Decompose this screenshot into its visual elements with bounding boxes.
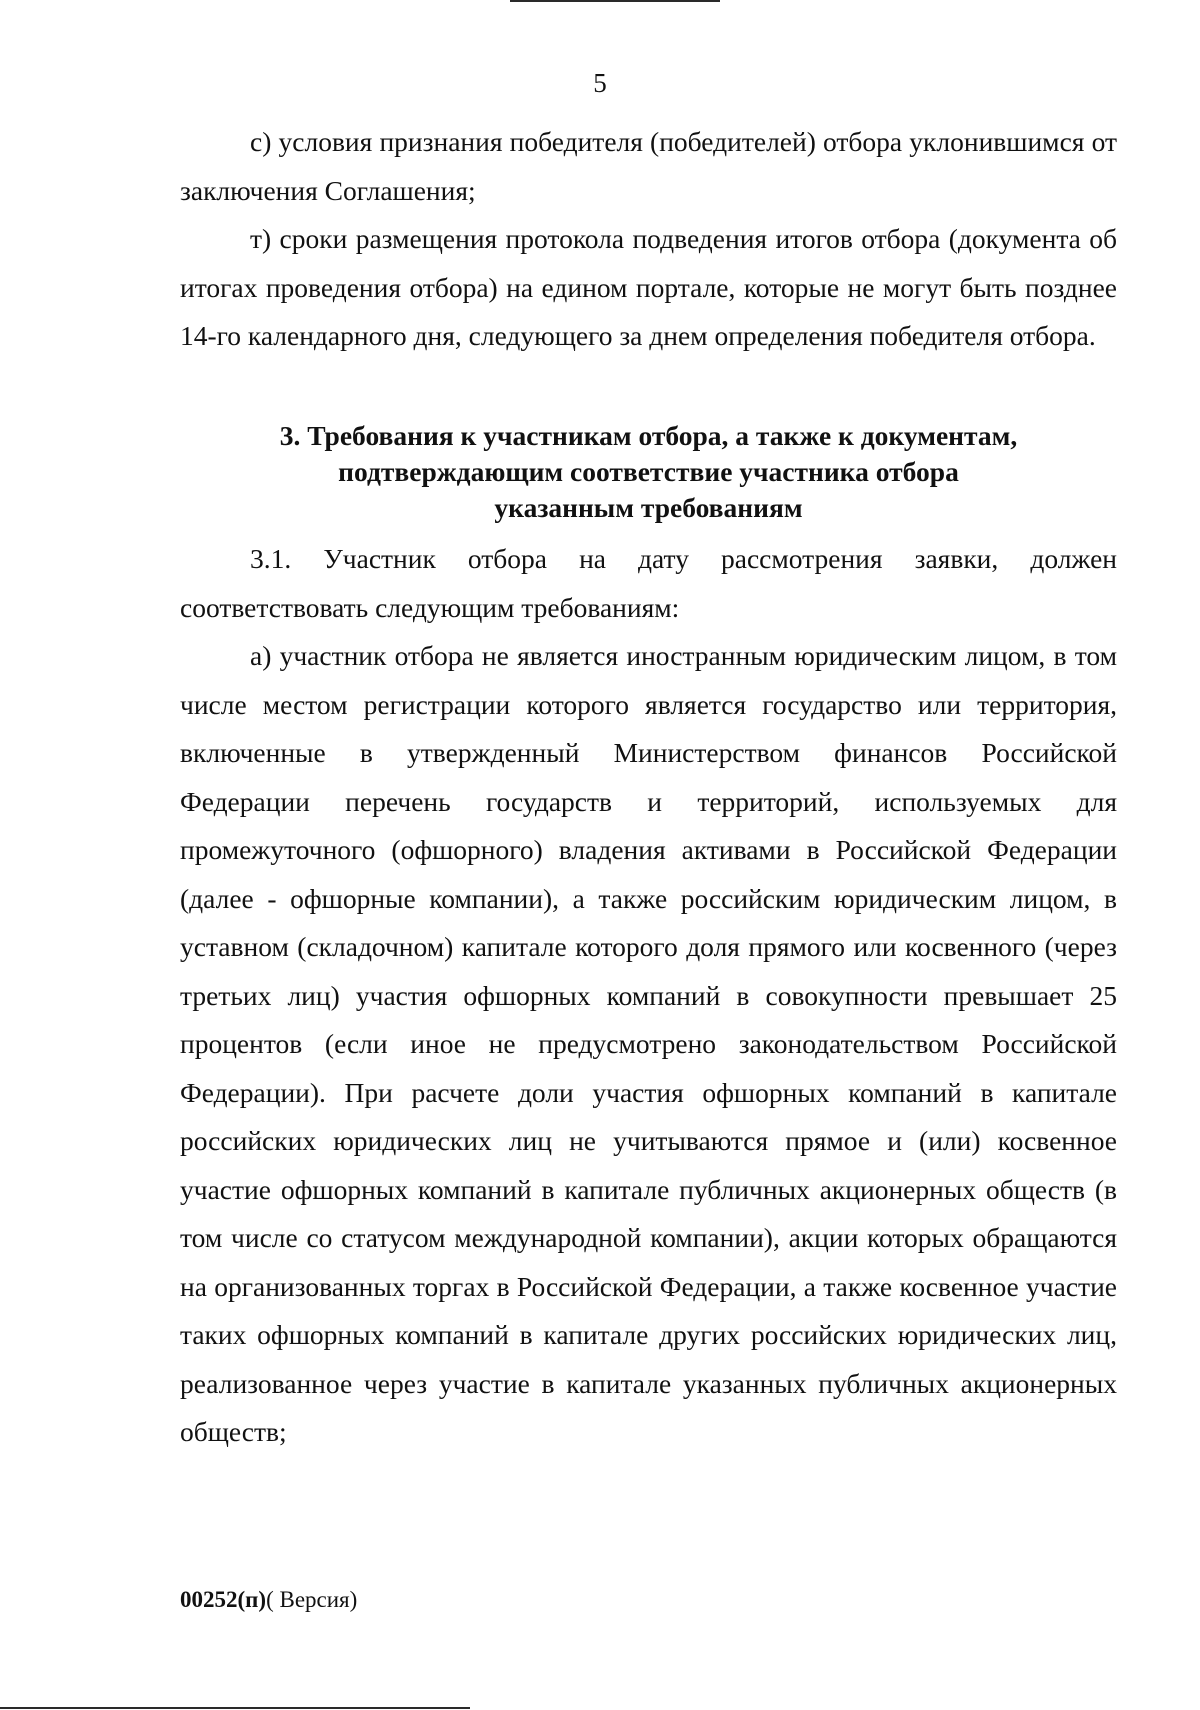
paragraph-item-a: а) участник отбора не является иностранным юридическим лицом, в том числе местом регистрации которого является государство или территория, включенные в утвержденный Министерством финансов Российской Федерации перечень государств и территорий, используемых для промежуточного (офшорного) владения активами в Российской Федерации (далее - офшорные компании), а также российским юридическим лицом, в уставном (складочном) капитале которого доля прямого или косвенного (через третьих лиц) участия офшорных компаний в совокупности превышает 25 процентов (если иное не предусмотрено законодательством Российской Федерации). При расчете доли участия офшорных компаний в капитале российских юридических лиц не учитываются прямое и (или) косвенное участие офшорных компаний в капитале публичных акционерных обществ (в том числе со статусом международной компании), акции которых обращаются на организованных торгах в Российской Федерации, а также косвенное участие таких офшорных компаний в капитале других российских юридических лиц, реализованное через участие в капитале указанных публичных акционерных обществ; xyxy=(180,640,1117,1447)
section-text-block xyxy=(180,535,1117,1457)
document-footer xyxy=(180,1585,357,1615)
section-heading-line-2: подтверждающим соответствие участника отбора xyxy=(338,456,959,487)
document-version: ( Версия) xyxy=(266,1587,358,1612)
paragraph-item-s: с) условия признания победителя (победителей) отбора уклонившимся от заключения Соглашения; xyxy=(180,126,1117,206)
page-number: 5 xyxy=(593,68,607,98)
document-code: 00252(п) xyxy=(180,1587,267,1612)
paragraph-item-t: т) сроки размещения протокола подведения итогов отбора (документа об итогах проведения отбора) на едином портале, которые не могут быть позднее 14-го календарного дня, следующего за днем определения победителя отбора. xyxy=(180,223,1117,351)
section-heading-line-3: указанным требованиям xyxy=(494,492,803,523)
section-heading xyxy=(180,418,1117,526)
section-heading-line-1: 3. Требования к участникам отбора, а также к документам, xyxy=(279,420,1018,451)
top-scan-line xyxy=(510,0,720,2)
top-text-block xyxy=(180,118,1117,361)
bottom-scan-line xyxy=(0,1707,470,1709)
paragraph-3-1: 3.1. Участник отбора на дату рассмотрения заявки, должен соответствовать следующим требованиям: xyxy=(180,543,1117,623)
